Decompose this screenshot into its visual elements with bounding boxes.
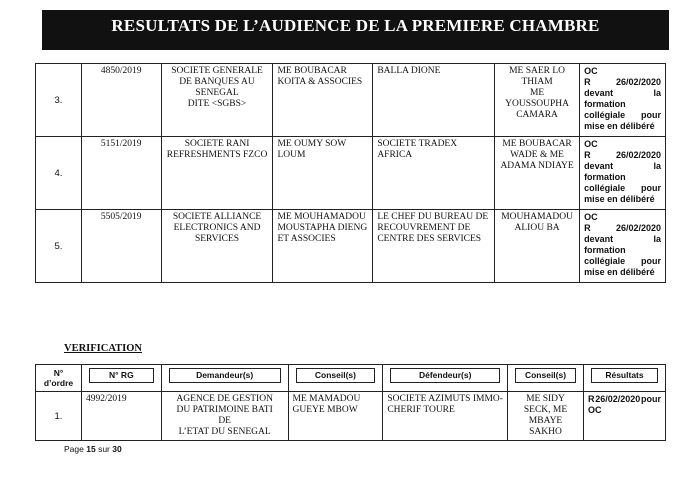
rg-number: 5151/2019 (81, 137, 161, 210)
rg-number: 4992/2019 (81, 392, 161, 441)
conseil-demandeur-cell: ME MOUHAMADOU MOUSTAPHA DIENG ET ASSOCIES (273, 210, 373, 283)
table-row (36, 392, 666, 441)
conseil-demandeur-cell: ME OUMY SOW LOUM (273, 137, 373, 210)
resultat-cell: R 26/02/2020 pour OC (583, 392, 665, 441)
resultat-cell: OC R 26/02/2020 devant la formation collégiale pour mise en délibéré (580, 137, 666, 210)
resultat-cell: OC R 26/02/2020 devant la formation collégiale pour mise en délibéré (580, 64, 666, 137)
page-footer: Page 15 sur 30 (64, 444, 122, 454)
header-resultats: Résultats (583, 365, 665, 392)
table-row (36, 64, 666, 137)
conseil-defendeur-cell: ME SIDY SECK, ME MBAYE SAKHO (508, 392, 584, 441)
resultat-cell: OC R 26/02/2020 devant la formation collégiale pour mise en délibéré (580, 210, 666, 283)
demandeur-cell: AGENCE DE GESTION DU PATRIMOINE BATI DE L’ETAT DU SENEGAL (161, 392, 288, 441)
header-demandeur: Demandeur(s) (161, 365, 288, 392)
defendeur-cell: BALLA DIONE (373, 64, 495, 137)
conseil-defendeur-cell: MOUHAMADOU ALIOU BA (495, 210, 580, 283)
defendeur-cell: SOCIETE TRADEX AFRICA (373, 137, 495, 210)
row-number: 3. (36, 64, 82, 137)
table-row (36, 210, 666, 283)
rg-number: 5505/2019 (81, 210, 161, 283)
demandeur-cell: SOCIETE ALLIANCE ELECTRONICS AND SERVICES (161, 210, 273, 283)
header-conseil-demandeur: Conseil(s) (288, 365, 383, 392)
verification-heading: VERIFICATION (64, 343, 142, 354)
table-row (36, 137, 666, 210)
conseil-defendeur-cell: ME BOUBACAR WADE & ME ADAMA NDIAYE (495, 137, 580, 210)
verification-table (35, 364, 666, 441)
demandeur-cell: SOCIETE GENERALE DE BANQUES AU SENEGAL DITE <SGBS> (161, 64, 273, 137)
row-number: 5. (36, 210, 82, 283)
defendeur-cell: LE CHEF DU BUREAU DE RECOUVREMENT DE CENTRE DES SERVICES (373, 210, 495, 283)
row-number: 4. (36, 137, 82, 210)
conseil-demandeur-cell: ME BOUBACAR KOITA & ASSOCIES (273, 64, 373, 137)
page-title: RESULTATS DE L’AUDIENCE DE LA PREMIERE CHAMBRE (42, 10, 669, 50)
header-defendeur: Défendeur(s) (383, 365, 508, 392)
verification-header-row (36, 365, 666, 392)
header-ordre: N° d’ordre (36, 365, 82, 392)
conseil-defendeur-cell: ME SAER LO THIAM ME YOUSSOUPHA CAMARA (495, 64, 580, 137)
header-conseil-defendeur: Conseil(s) (508, 365, 584, 392)
defendeur-cell: SOCIETE AZIMUTS IMMO- CHERIF TOURE (383, 392, 508, 441)
row-number: 1. (36, 392, 82, 441)
results-table (35, 63, 666, 283)
demandeur-cell: SOCIETE RANI REFRESHMENTS FZCO (161, 137, 273, 210)
conseil-demandeur-cell: ME MAMADOU GUEYE MBOW (288, 392, 383, 441)
rg-number: 4850/2019 (81, 64, 161, 137)
header-rg: N° RG (81, 365, 161, 392)
